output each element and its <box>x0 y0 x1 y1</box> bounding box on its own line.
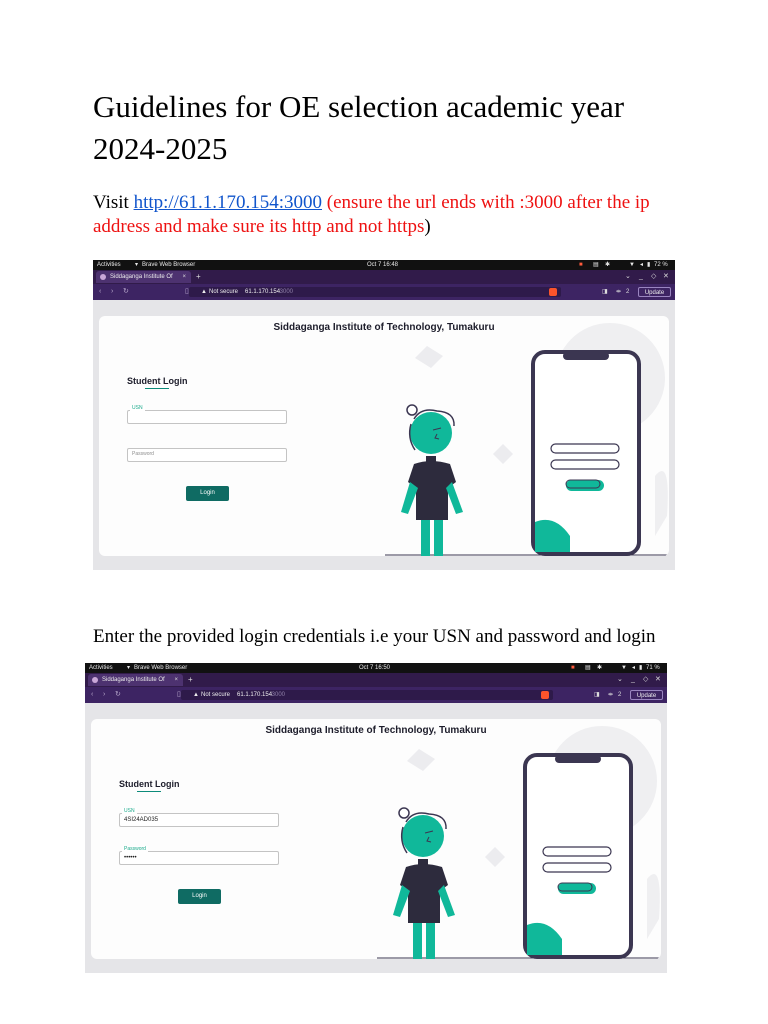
sidebar-icon[interactable]: ◨ <box>602 289 608 295</box>
clock: Oct 7 16:48 <box>367 262 399 268</box>
app-name: Brave Web Browser <box>142 262 196 268</box>
address-toolbar <box>93 284 675 300</box>
instruction-login: Enter the provided login credentials i.e your USN and password and login <box>93 626 656 647</box>
volume-icon: ◂ <box>640 262 644 268</box>
tab-close-icon[interactable]: × <box>182 274 186 280</box>
forward-icon[interactable]: › <box>111 288 114 295</box>
update-button[interactable]: Update <box>638 287 671 297</box>
minimize-icon[interactable]: _ <box>631 676 635 683</box>
login-page <box>91 719 661 959</box>
url-port: :3000 <box>278 289 294 295</box>
clipboard-icon: ▤ <box>585 665 591 671</box>
password-placeholder: Password <box>132 451 154 457</box>
maximize-icon[interactable]: ◇ <box>651 273 657 280</box>
usn-label: USN <box>124 808 135 814</box>
bookmark-icon[interactable]: ▯ <box>177 691 181 698</box>
warning-icon: ▲ <box>193 692 199 698</box>
visit-prefix: Visit <box>93 192 134 213</box>
browser-tab[interactable] <box>88 674 183 686</box>
vpn-icon[interactable]: ⇹ <box>616 289 622 295</box>
not-secure-label: Not secure <box>209 289 239 295</box>
url-warning-note: (ensure the url ends with :3000 after the ip address and make sure its http and not https <box>93 192 650 237</box>
login-button[interactable]: Login <box>178 889 221 904</box>
battery-icon: ▮ <box>647 262 651 268</box>
clipboard-icon: ▤ <box>593 262 599 268</box>
bluetooth-icon: ✱ <box>597 665 603 671</box>
wifi-icon: ▼ <box>629 262 635 268</box>
phone-login-illustration <box>385 316 669 556</box>
back-icon[interactable]: ‹ <box>91 691 94 698</box>
tab-favicon-icon <box>92 677 98 683</box>
update-button[interactable]: Update <box>630 690 663 700</box>
close-window-icon[interactable]: ✕ <box>663 273 669 280</box>
activities-label: Activities <box>97 262 121 268</box>
os-top-bar <box>85 663 667 673</box>
extensions-count: 2 <box>618 692 622 698</box>
record-icon: ■ <box>571 665 575 671</box>
usn-label: USN <box>132 405 143 411</box>
os-top-bar <box>93 260 675 270</box>
volume-icon: ◂ <box>632 665 636 671</box>
bookmark-icon[interactable]: ▯ <box>185 288 189 295</box>
password-value: •••••• <box>124 855 137 861</box>
document-title: Guidelines for OE selection academic year 2024-2025 <box>93 89 625 166</box>
extensions-count: 2 <box>626 289 630 295</box>
login-button[interactable]: Login <box>186 486 229 501</box>
brave-shields-icon[interactable] <box>541 691 549 699</box>
usn-input[interactable] <box>127 405 287 424</box>
wifi-icon: ▼ <box>621 665 627 671</box>
bluetooth-icon: ✱ <box>605 262 611 268</box>
tab-title: Siddaganga Institute Of <box>102 677 165 683</box>
instruction-visit <box>93 191 693 239</box>
password-input[interactable] <box>119 846 279 865</box>
institute-heading: Siddaganga Institute of Technology, Tumakuru <box>265 725 487 736</box>
login-page <box>99 316 669 556</box>
server-url-link[interactable]: http://61.1.170.154:3000 <box>133 192 322 213</box>
address-bar[interactable] <box>189 287 561 297</box>
activities-label: Activities <box>89 665 113 671</box>
browser-tab-bar <box>85 673 667 687</box>
clock: Oct 7 16:50 <box>359 665 391 671</box>
address-bar[interactable] <box>181 690 553 700</box>
reload-icon[interactable]: ↻ <box>123 288 129 295</box>
student-login-heading: Student Login <box>127 376 188 386</box>
back-icon[interactable]: ‹ <box>99 288 102 295</box>
password-label: Password <box>124 846 146 852</box>
warning-icon: ▲ <box>201 289 207 295</box>
screenshot-login-filled <box>85 663 667 973</box>
password-input[interactable] <box>127 448 287 462</box>
url-port: :3000 <box>270 692 286 698</box>
maximize-icon[interactable]: ◇ <box>643 676 649 683</box>
brave-app-icon: ▾ <box>135 262 139 268</box>
usn-value: 4SI24AD035 <box>124 817 159 823</box>
phone-login-illustration <box>377 719 661 959</box>
tab-favicon-icon <box>100 274 106 280</box>
vpn-icon[interactable]: ⇹ <box>608 692 614 698</box>
student-login-heading: Student Login <box>119 779 180 789</box>
sidebar-icon[interactable]: ◨ <box>594 692 600 698</box>
record-icon: ■ <box>579 262 583 268</box>
institute-heading: Siddaganga Institute of Technology, Tumakuru <box>273 322 495 333</box>
note-close-paren: ) <box>424 216 431 237</box>
not-secure-label: Not secure <box>201 692 231 698</box>
address-toolbar <box>85 687 667 703</box>
heading-underline <box>137 791 161 792</box>
brave-shields-icon[interactable] <box>549 288 557 296</box>
tab-close-icon[interactable]: × <box>174 677 178 683</box>
url-host: 61.1.170.154 <box>237 692 273 698</box>
battery-percent: 71 % <box>646 665 660 671</box>
browser-tab-bar <box>93 270 675 284</box>
reload-icon[interactable]: ↻ <box>115 691 121 698</box>
screenshot-login-page <box>93 260 675 570</box>
tab-list-icon[interactable]: ⌄ <box>617 676 623 683</box>
minimize-icon[interactable]: _ <box>639 273 643 280</box>
battery-percent: 72 % <box>654 262 668 268</box>
heading-underline <box>145 388 169 389</box>
close-window-icon[interactable]: ✕ <box>655 676 661 683</box>
new-tab-icon[interactable]: + <box>188 675 193 684</box>
tab-title: Siddaganga Institute Of <box>110 274 173 280</box>
tab-list-icon[interactable]: ⌄ <box>625 273 631 280</box>
brave-app-icon: ▾ <box>127 665 131 671</box>
forward-icon[interactable]: › <box>103 691 106 698</box>
new-tab-icon[interactable]: + <box>196 272 201 281</box>
usn-input[interactable] <box>119 808 279 827</box>
url-host: 61.1.170.154 <box>245 289 281 295</box>
browser-tab[interactable] <box>96 271 191 283</box>
battery-icon: ▮ <box>639 665 643 671</box>
app-name: Brave Web Browser <box>134 665 188 671</box>
